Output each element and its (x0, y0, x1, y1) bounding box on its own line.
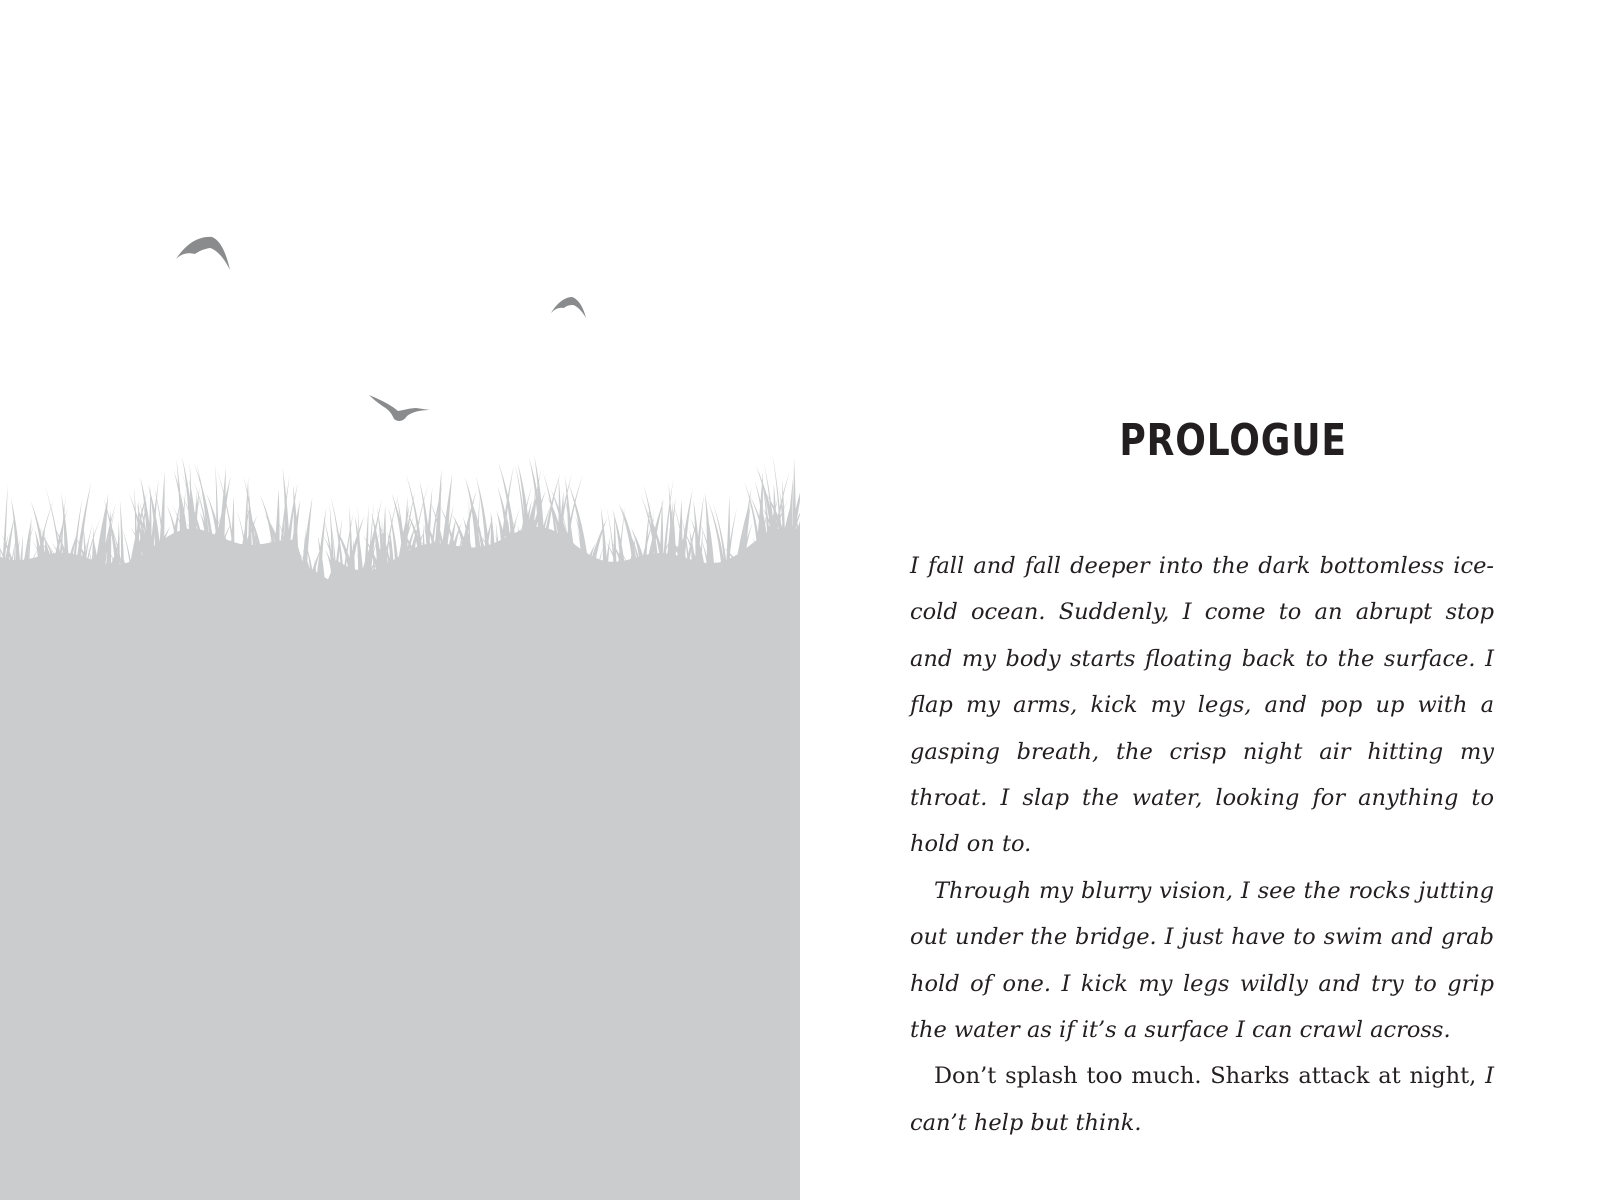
paragraph-italic-text: I can’t help but think. (910, 1063, 1494, 1136)
chapter-title: PROLOGUE (1119, 415, 1347, 466)
body-text (910, 543, 1494, 1146)
right-page (800, 0, 1600, 1200)
paragraph: I fall and fall deeper into the dark bottomless ice-cold ocean. Suddenly, I come to an abrupt stop and my body starts floating back to the surface. I flap my arms, kick my legs, and pop up with a gasping breath, the crisp night air hitting my throat. I slap the water, looking for anything to hold on to. (910, 553, 1494, 858)
bird-icon (176, 237, 230, 270)
paragraph (910, 1053, 1494, 1146)
paragraph: Through my blurry vision, I see the rocks jutting out under the bridge. I just have to swim and grab hold of one. I kick my legs wildly and try to grip the water as if it’s a surface I can crawl across. (910, 877, 1494, 1044)
paragraph-roman-text: Don’t splash too much. Sharks attack at night, (934, 1063, 1477, 1090)
grass-silhouette (0, 454, 800, 1200)
bird-icon (369, 395, 430, 421)
grass-field (0, 610, 800, 1200)
birds (176, 237, 586, 421)
bird-icon (551, 297, 586, 318)
grass-blades (0, 454, 800, 602)
